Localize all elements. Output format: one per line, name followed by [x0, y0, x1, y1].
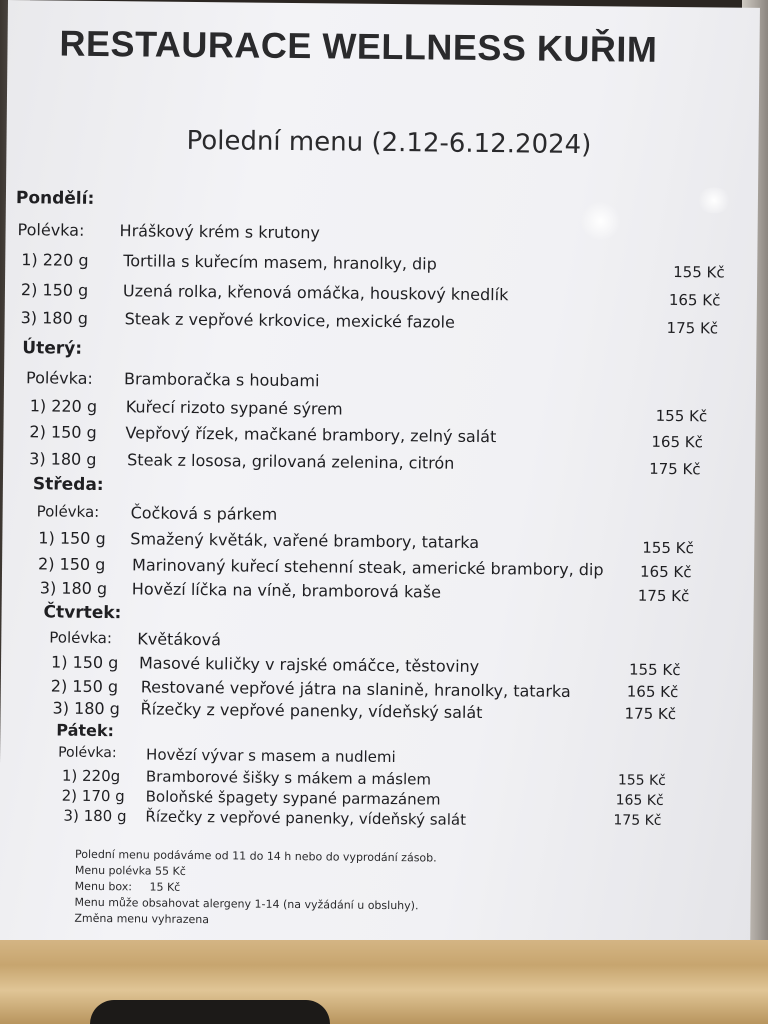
item-dish: Boloňské špagety sypané parmazánem	[145, 787, 441, 809]
footer-notes	[74, 847, 436, 931]
item-weight: 1) 220 g	[21, 250, 89, 270]
day-heading: Středa:	[32, 474, 104, 496]
footer-line: Změna menu vyhrazena	[74, 911, 210, 927]
item-weight: 2) 150 g	[50, 676, 119, 697]
item-weight: 2) 170 g	[61, 786, 125, 806]
item-price: 165 Kč	[668, 290, 721, 310]
item-price: 175 Kč	[637, 586, 690, 606]
item-price: 155 Kč	[628, 660, 681, 680]
item-weight: 1) 220 g	[29, 396, 98, 416]
item-dish: Masové kuličky v rajské omáčce, těstoviny	[138, 653, 480, 676]
item-dish: Řízečky z vepřové panenky, vídeňský salát	[140, 699, 483, 723]
soup-label: Polévka:	[58, 744, 117, 762]
item-price: 155 Kč	[617, 772, 667, 789]
item-price: 175 Kč	[613, 812, 662, 829]
footer-line: Polední menu podáváme od 11 do 14 h nebo do vyprodání zásob.	[74, 847, 437, 865]
item-weight: 3) 180 g	[39, 578, 108, 599]
item-dish: Marinovaný kuřecí stehenní steak, americké brambory, dip	[131, 555, 604, 580]
item-dish: Steak z lososa, grilovaná zelenina, citrón	[127, 450, 455, 473]
soup-name: Čočková s párkem	[130, 503, 278, 524]
item-dish: Restované vepřové játra na slanině, hranolky, tatarka	[140, 677, 571, 701]
item-weight: 3) 180 g	[63, 806, 127, 826]
item-price: 175 Kč	[649, 459, 701, 479]
item-dish: Steak z vepřové krkovice, mexické fazole	[124, 309, 455, 332]
soup-label: Polévka:	[25, 368, 93, 388]
item-dish: Vepřový řízek, mačkané brambory, zelný salát	[125, 423, 497, 447]
item-price: 155 Kč	[655, 406, 708, 426]
item-dish: Hovězí líčka na víně, bramborová kaše	[131, 579, 442, 602]
item-price: 165 Kč	[615, 792, 664, 809]
restaurant-title: RESTAURACE WELLNESS KUŘIM	[59, 22, 658, 70]
day-heading: Úterý:	[22, 338, 83, 359]
soup-name: Květáková	[137, 629, 222, 650]
soup-label: Polévka:	[17, 220, 85, 240]
item-dish: Bramborové šišky s mákem a máslem	[145, 767, 432, 789]
item-weight: 1) 150 g	[50, 652, 119, 673]
footer-line: Menu polévka 55 Kč	[74, 863, 186, 878]
item-price: 155 Kč	[673, 262, 725, 282]
footer-line: Menu box: 15 Kč	[74, 879, 181, 894]
item-weight: 3) 180 g	[29, 449, 97, 469]
item-price: 165 Kč	[626, 682, 679, 702]
item-weight: 2) 150 g	[20, 280, 89, 300]
footer-line: Menu může obsahovat alergeny 1-14 (na vyžádání u obsluhy).	[74, 895, 419, 913]
light-glare	[581, 201, 621, 241]
item-dish: Tortilla s kuřecím masem, hranolky, dip	[123, 251, 437, 274]
item-price: 165 Kč	[639, 562, 692, 582]
day-heading: Pondělí:	[15, 188, 95, 209]
item-weight: 3) 180 g	[20, 308, 89, 328]
item-price: 175 Kč	[666, 318, 719, 338]
soup-name: Bramboračka s houbami	[123, 369, 320, 391]
item-weight: 2) 150 g	[29, 422, 97, 442]
item-price: 155 Kč	[642, 538, 694, 558]
item-price: 175 Kč	[624, 704, 677, 724]
day-heading: Pátek:	[56, 720, 115, 741]
item-weight: 3) 180 g	[52, 698, 120, 719]
light-glare	[696, 187, 732, 213]
item-dish: Řízečky z vepřové panenky, vídeňský salát	[145, 807, 467, 829]
soup-label: Polévka:	[49, 628, 113, 648]
item-weight: 1) 220g	[61, 766, 121, 786]
item-dish: Uzená rolka, křenová omáčka, houskový knedlík	[122, 281, 509, 305]
menu-subtitle: Polední menu (2.12-6.12.2024)	[186, 125, 592, 161]
day-heading: Čtvrtek:	[43, 602, 122, 624]
item-weight: 2) 150 g	[37, 554, 106, 575]
item-weight: 1) 150 g	[38, 528, 106, 549]
soup-name: Hráškový krém s krutony	[119, 221, 321, 243]
frame-shadow	[90, 1000, 330, 1024]
item-price: 165 Kč	[651, 432, 703, 452]
soup-label: Polévka:	[36, 502, 100, 521]
soup-name: Hovězí vývar s masem a nudlemi	[146, 745, 396, 767]
item-dish: Smažený květák, vařené brambory, tatarka	[130, 529, 480, 552]
item-dish: Kuřecí rizoto sypané sýrem	[125, 397, 343, 419]
